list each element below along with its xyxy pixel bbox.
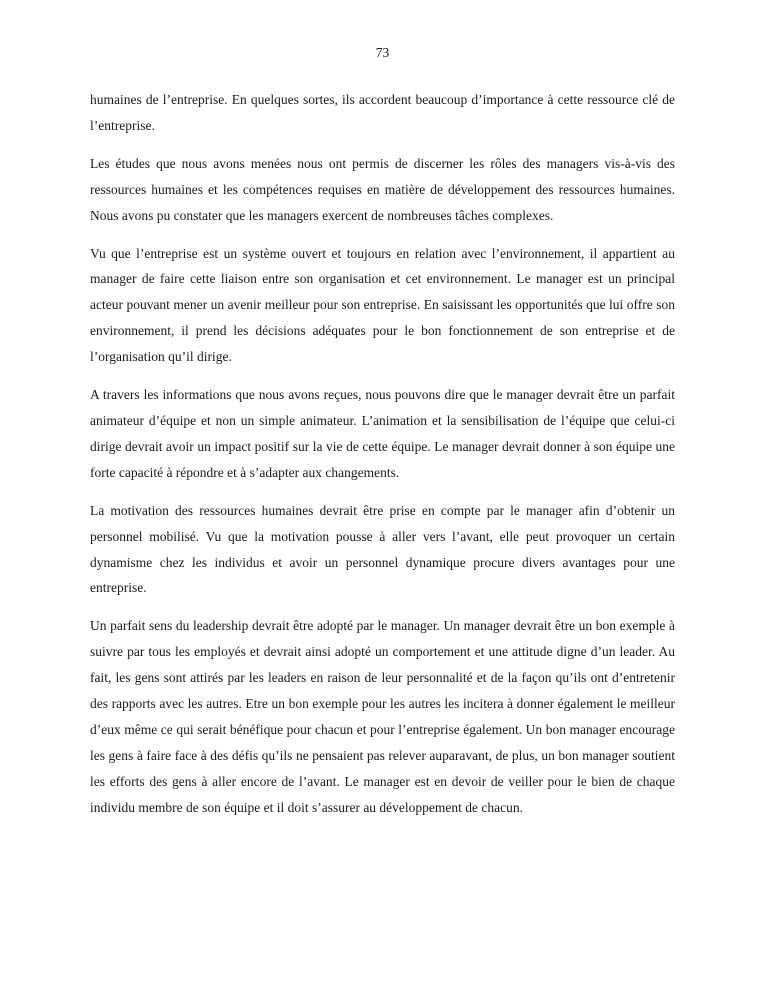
- paragraph-5: La motivation des ressources humaines devrait être prise en compte par le manager afin d’obtenir un personnel mobilisé. Vu que la motivation pousse à aller vers l’avant, elle peut provoquer un certain dynamisme chez les individus et avoir un personnel dynamique procure divers avantages pour une entreprise.: [90, 502, 675, 596]
- body-text: [90, 87, 675, 833]
- paragraph-2: Les études que nous avons menées nous ont permis de discerner les rôles des managers vis-à-vis des ressources humaines et les compétences requises en matière de développement des ressources humaines. Nous avons pu constater que les managers exercent de nombreuses tâches complexes.: [90, 155, 675, 223]
- page-number: 73: [375, 45, 390, 60]
- paragraph-1: humaines de l’entreprise. En quelques sortes, ils accordent beaucoup d’importance à cette ressource clé de l’entreprise.: [90, 92, 675, 133]
- paragraph-3: Vu que l’entreprise est un système ouvert et toujours en relation avec l’environnement, il appartient au manager de faire cette liaison entre son organisation et cet environnement. Le manager est un principal acteur pouvant mener un avenir meilleur pour son entreprise. En saisissant les opportunités que lui offre son environnement, il prend les décisions adéquates pour le bon fonctionnement de son entreprise et de l’organisation qu’il dirige.: [90, 245, 675, 365]
- paragraph-4: A travers les informations que nous avons reçues, nous pouvons dire que le manager devrait être un parfait animateur d’équipe et non un simple animateur. L’animation et la sensibilisation de l’équipe que celui-ci dirige devrait avoir un impact positif sur la vie de cette équipe. Le manager devrait donner à son équipe une forte capacité à répondre et à s’adapter aux changements.: [90, 387, 675, 480]
- paragraph-6: Un parfait sens du leadership devrait être adopté par le manager. Un manager devrait être un bon exemple à suivre par tous les employés et devrait ainsi adopté un comportement et une attitude digne d’un leader. Au fait, les gens sont attirés par les leaders en raison de leur personnalité et de la façon qu’ils ont d’entretenir des rapports avec les autres. Etre un bon exemple pour les autres les incitera à donner également le meilleur d’eux même ce qui serait bénéfique pour chacun et pour l’entreprise également. Un bon manager encourage les gens à faire face à des défis qu’ils ne pensaient pas relever auparavant, de plus, un bon manager soutient les efforts des gens à aller encore de l’avant. Le manager est en devoir de veiller pour le bien de chaque individu membre de son équipe et il doit s’assurer au développement de chacun.: [90, 618, 675, 815]
